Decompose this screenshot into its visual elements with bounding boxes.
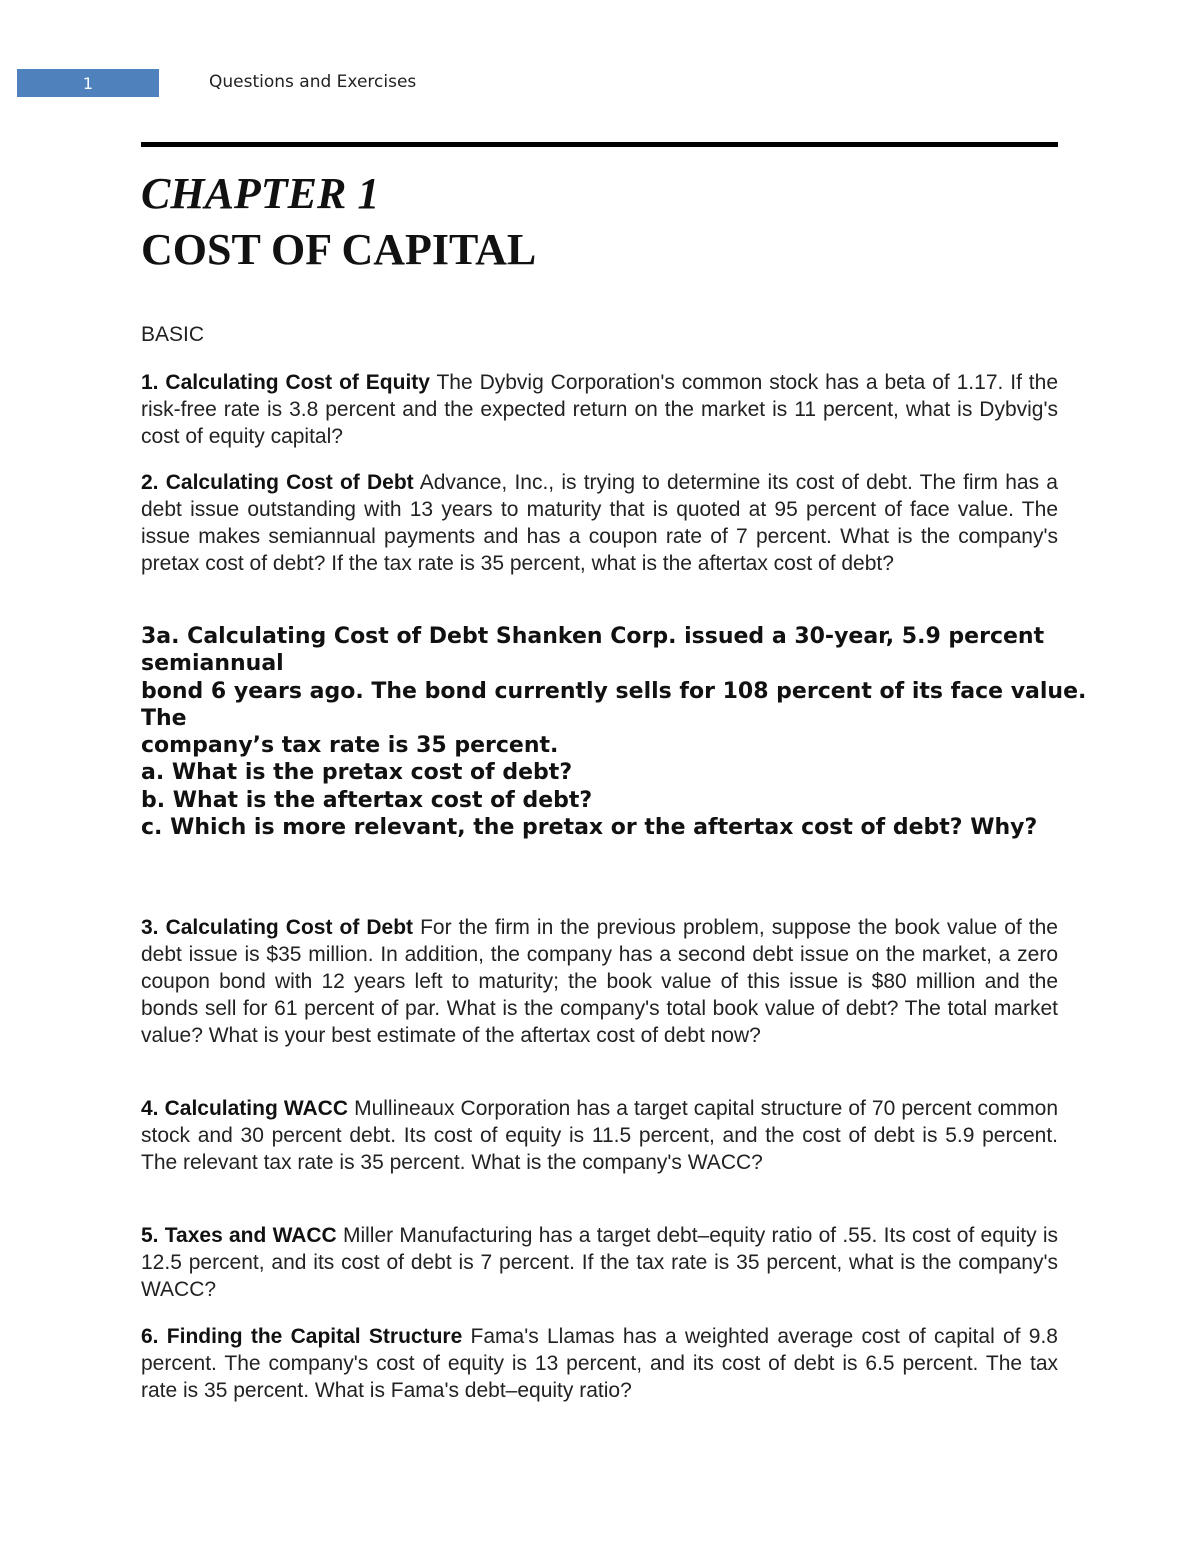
header-rule [141, 142, 1058, 147]
problem-number: 4. [141, 1097, 159, 1120]
problem-text: The Dybvig Corporation's common stock has a beta of 1.17. If the risk-free rate is 3.8 percent and the expected return on the market is 11 percent, what is Dybvig's cost of equity capital? [141, 371, 1058, 448]
part-text: What is the pretax cost of debt? [171, 760, 573, 786]
problem-heading: Calculating Cost of Equity [165, 371, 430, 394]
problem-3a-part-b [141, 787, 1071, 814]
problem-3a-part-c [141, 814, 1071, 841]
problem-number: 3. [141, 916, 159, 939]
problem-6 [141, 1323, 1058, 1404]
problem-3a-line: company’s tax rate is 35 percent. [141, 733, 559, 759]
section-label: BASIC [141, 323, 205, 346]
problem-3a-line: semiannual [141, 651, 284, 677]
problem-3a-heading: 3a. Calculating Cost of Debt [141, 624, 489, 649]
problem-text: For the firm in the previous problem, suppose the book value of the debt issue is $35 million. In addition, the company has a second debt issue on the market, a zero coupon bond with 12 years left to maturity; the book value of this issue is $80 million and the bonds sell for 61 percent of par. What is the company's total book value of debt? The total market value? What is your best estimate of the aftertax cost of debt now? [141, 916, 1058, 1047]
part-label: c. [141, 815, 163, 841]
part-text: Which is more relevant, the pretax or the aftertax cost of debt? Why? [170, 815, 1038, 841]
page-number: 1 [82, 73, 94, 93]
problem-heading: Calculating Cost of Debt [165, 471, 414, 494]
header-title: Questions and Exercises [209, 72, 417, 92]
problem-heading: Calculating Cost of Debt [165, 916, 414, 939]
page-number-badge [17, 69, 159, 97]
problem-text: Fama's Llamas has a weighted average cost of capital of 9.8 percent. The company's cost of equity is 13 percent, and its cost of debt is 6.5 percent. The tax rate is 35 percent. What is Fama's debt–equity ratio? [141, 1325, 1058, 1402]
problem-3a-text: Shanken Corp. issued a 30-year, 5.9 percent [495, 624, 1045, 649]
problem-3a-line: The [141, 705, 187, 731]
problem-4 [141, 1095, 1058, 1176]
part-text: What is the aftertax cost of debt? [172, 787, 593, 813]
problem-number: 6. [141, 1325, 159, 1348]
chapter-title: COST OF CAPITAL [141, 225, 537, 274]
problem-number: 2. [141, 471, 159, 494]
problem-3a-line: bond 6 years ago. The bond currently sells for 108 percent of its face value. [141, 678, 1087, 704]
problem-number: 1. [141, 371, 159, 394]
problem-2 [141, 469, 1058, 577]
problem-number: 5. [141, 1224, 159, 1247]
problem-text: Mullineaux Corporation has a target capital structure of 70 percent common stock and 30 percent debt. Its cost of equity is 11.5 percent, and the cost of debt is 5.9 percent. The relevant tax rate is 35 percent. What is the company's WACC? [141, 1097, 1058, 1174]
problem-heading: Taxes and WACC [164, 1224, 337, 1247]
problem-1 [141, 369, 1058, 450]
problem-heading: Calculating WACC [164, 1097, 349, 1120]
part-label: b. [141, 787, 166, 813]
chapter-label: CHAPTER 1 [141, 169, 380, 218]
problem-3a-part-a [141, 759, 1071, 786]
problem-3 [141, 914, 1058, 1049]
problem-3a [141, 623, 1087, 841]
problem-text: Miller Manufacturing has a target debt–equity ratio of .55. Its cost of equity is 12.5 percent, and its cost of debt is 7 percent. If the tax rate is 35 percent, what is the company's WACC? [141, 1224, 1058, 1301]
problem-heading: Finding the Capital Structure [166, 1325, 463, 1348]
problem-5 [141, 1222, 1058, 1303]
problem-text: Advance, Inc., is trying to determine its cost of debt. The firm has a debt issue outstanding with 13 years to maturity that is quoted at 95 percent of face value. The issue makes semiannual payments and has a coupon rate of 7 percent. What is the company's pretax cost of debt? If the tax rate is 35 percent, what is the aftertax cost of debt? [141, 471, 1058, 575]
part-label: a. [141, 760, 165, 786]
